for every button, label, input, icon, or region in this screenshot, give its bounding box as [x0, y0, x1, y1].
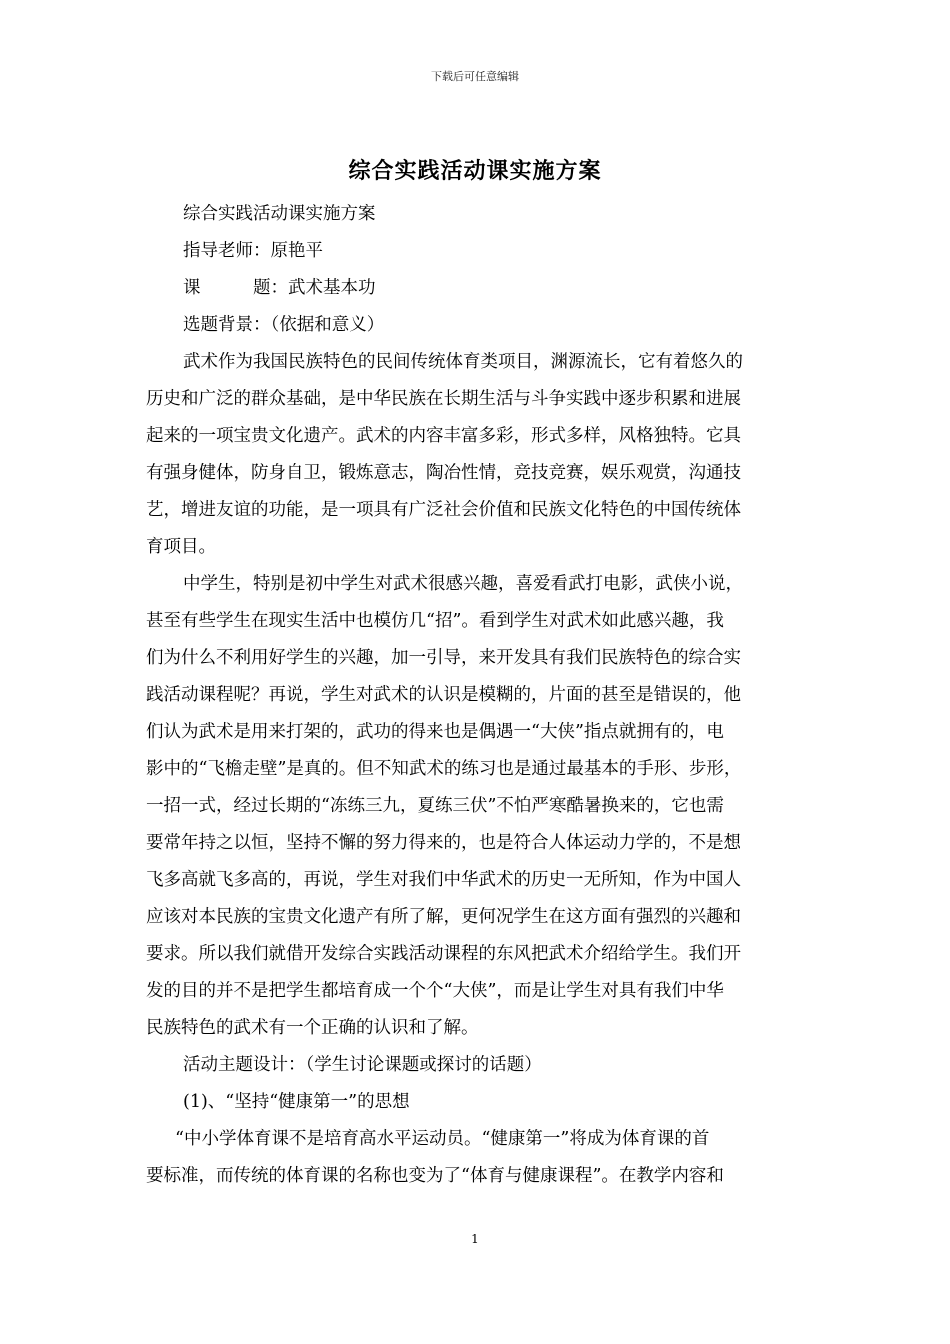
text-line: 育项目。: [146, 537, 216, 557]
text-line: 一招一式，经过长期的“冻练三九，夏练三伏”不怕严寒酷暑换来的，它也需: [146, 796, 724, 816]
text-line: 课 题：武术基本功: [183, 278, 376, 298]
text-line: 甚至有些学生在现实生活中也模仿几“招”。看到学生对武术如此感兴趣，我: [146, 611, 724, 631]
text-line: 应该对本民族的宝贵文化遗产有所了解，更何况学生在这方面有强烈的兴趣和: [146, 907, 741, 927]
text-line: 艺，增进友谊的功能，是一项具有广泛社会价值和民族文化特色的中国传统体: [146, 500, 741, 520]
text-line: 发的目的并不是把学生都培育成一个个“大侠”，而是让学生对具有我们中华: [146, 981, 724, 1001]
text-line: 中学生，特别是初中学生对武术很感兴趣，喜爱看武打电影，武侠小说，: [183, 574, 743, 594]
text-line: 要求。所以我们就借开发综合实践活动课程的东风把武术介绍给学生。我们开: [146, 944, 741, 964]
text-line: 民族特色的武术有一个正确的认识和了解。: [146, 1018, 479, 1038]
text-line: 指导老师：原艳平: [183, 241, 323, 261]
page-number: 1: [471, 1232, 479, 1246]
text-line: 活动主题设计：（学生讨论课题或探讨的话题）: [183, 1055, 542, 1075]
text-line: 要标准，而传统的体育课的名称也变为了“体育与健康课程”。在教学内容和: [146, 1166, 724, 1186]
text-line: 飞多高就飞多高的，再说，学生对我们中华武术的历史一无所知，作为中国人: [146, 870, 741, 890]
document-title: 综合实践活动课实施方案: [348, 158, 602, 184]
text-line: 们为什么不利用好学生的兴趣，加一引导，来开发具有我们民族特色的综合实: [146, 648, 741, 668]
page-header: 下载后可任意编辑: [431, 70, 519, 83]
text-line: 综合实践活动课实施方案: [183, 204, 376, 224]
text-line: 历史和广泛的群众基础，是中华民族在长期生活与斗争实践中逐步积累和进展: [146, 389, 741, 409]
text-line: 影中的“飞檐走壁”是真的。但不知武术的练习也是通过最基本的手形、步形，: [146, 759, 742, 779]
text-line: 要常年持之以恒，坚持不懈的努力得来的，也是符合人体运动力学的，不是想: [146, 833, 741, 853]
text-line: 有强身健体，防身自卫，锻炼意志，陶冶性情，竞技竞赛，娱乐观赏，沟通技: [146, 463, 741, 483]
text-line: 武术作为我国民族特色的民间传统体育类项目，渊源流长，它有着悠久的: [183, 352, 743, 372]
text-line: 践活动课程呢？再说，学生对武术的认识是模糊的，片面的甚至是错误的，他: [146, 685, 741, 705]
text-line: 们认为武术是用来打架的，武功的得来也是偶遇一“大侠”指点就拥有的，电: [146, 722, 724, 742]
document-body: [146, 196, 812, 1195]
text-line: (1)、“坚持“健康第一”的思想: [183, 1092, 410, 1112]
text-line: 起来的一项宝贵文化遗产。武术的内容丰富多彩，形式多样，风格独特。它具: [146, 426, 741, 446]
text-line: “中小学体育课不是培育高水平运动员。“健康第一”将成为体育课的首: [175, 1129, 710, 1149]
text-line: 选题背景：（依据和意义）: [183, 315, 385, 335]
